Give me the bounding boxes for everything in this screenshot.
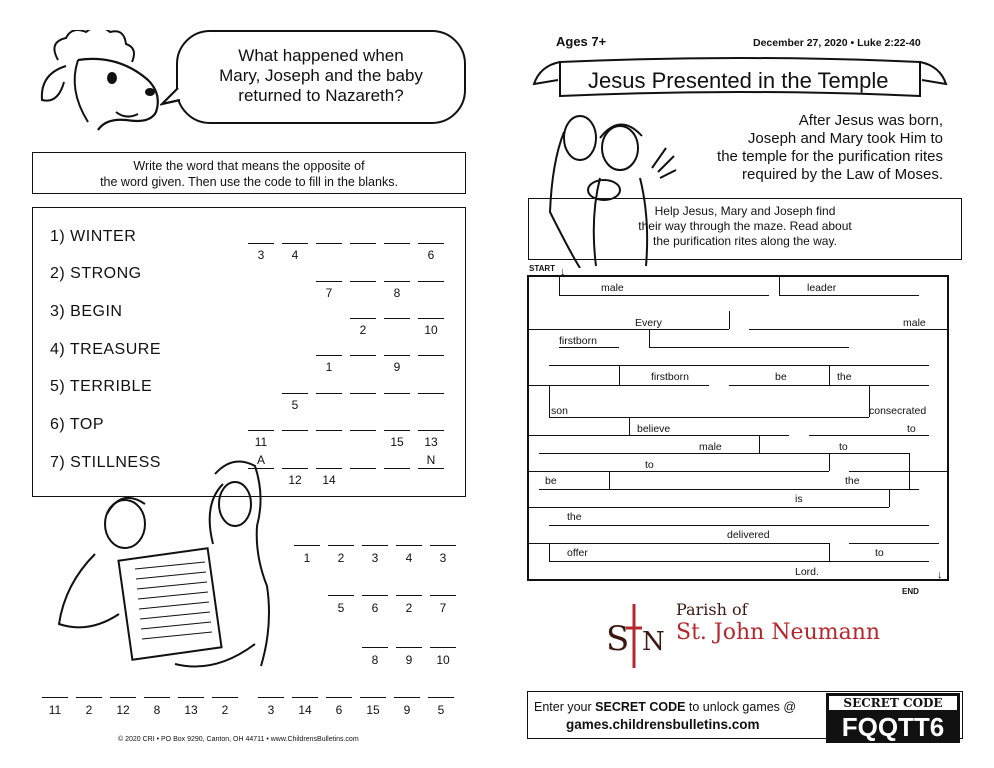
answer-blank[interactable] bbox=[362, 595, 388, 596]
maze-word: male bbox=[601, 282, 624, 294]
maze-word: be bbox=[545, 475, 557, 487]
copyright: © 2020 CRI • PO Box 9290, Canton, OH 44711 • www.ChildrensBulletins.com bbox=[118, 736, 359, 743]
answer-blank[interactable] bbox=[292, 697, 318, 698]
clue-1: 1) WINTER bbox=[50, 228, 137, 245]
blank[interactable] bbox=[282, 393, 308, 394]
answer-code: 13 bbox=[184, 703, 198, 717]
maze-word: son bbox=[551, 405, 568, 417]
answer-code: 9 bbox=[405, 653, 413, 667]
parish-logo bbox=[604, 598, 670, 678]
enter-line bbox=[534, 699, 796, 716]
blank[interactable] bbox=[418, 393, 444, 394]
blank[interactable] bbox=[418, 468, 444, 469]
code-number: 12 bbox=[288, 473, 302, 487]
lamb-illustration bbox=[38, 30, 173, 140]
blank[interactable] bbox=[350, 393, 376, 394]
answer-code: 5 bbox=[437, 703, 445, 717]
maze-word: male bbox=[699, 441, 722, 453]
enter-suffix: to unlock games @ bbox=[685, 700, 797, 714]
age-range: Ages 7+ bbox=[556, 34, 607, 49]
maze-word: offer bbox=[567, 547, 588, 559]
code-number: 2 bbox=[359, 323, 367, 337]
blank[interactable] bbox=[316, 243, 342, 244]
code-number: 3 bbox=[257, 248, 265, 262]
code-number: 5 bbox=[291, 398, 299, 412]
blank[interactable] bbox=[384, 318, 410, 319]
answer-code: 7 bbox=[439, 601, 447, 615]
maze-word: to bbox=[875, 547, 884, 559]
answer-code: 15 bbox=[366, 703, 380, 717]
answer-code: 5 bbox=[337, 601, 345, 615]
maze-word: firstborn bbox=[559, 335, 597, 347]
code-number: 6 bbox=[427, 248, 435, 262]
blank[interactable] bbox=[316, 468, 342, 469]
maze-word: to bbox=[839, 441, 848, 453]
code-number: 15 bbox=[390, 435, 404, 449]
clue-6: 6) TOP bbox=[50, 416, 104, 433]
blank[interactable] bbox=[316, 393, 342, 394]
question-bubble bbox=[176, 30, 466, 124]
blank[interactable] bbox=[282, 243, 308, 244]
answer-blank[interactable] bbox=[430, 647, 456, 648]
code-number: 9 bbox=[393, 360, 401, 374]
answer-blank[interactable] bbox=[396, 545, 422, 546]
blank[interactable] bbox=[282, 430, 308, 431]
answer-code: 3 bbox=[439, 551, 447, 565]
answer-code: 4 bbox=[405, 551, 413, 565]
blank[interactable] bbox=[316, 355, 342, 356]
enter-bold: SECRET CODE bbox=[595, 700, 686, 714]
answer-blank[interactable] bbox=[396, 647, 422, 648]
blank[interactable] bbox=[384, 393, 410, 394]
help-line-2: their way through the maze. Read about bbox=[638, 219, 852, 233]
answer-blank[interactable] bbox=[42, 697, 68, 698]
code-number: 7 bbox=[325, 286, 333, 300]
clue-7: 7) STILLNESS bbox=[50, 454, 161, 471]
instructions-line-2: the word given. Then use the code to fill in the blanks. bbox=[100, 175, 398, 189]
maze-word: leader bbox=[807, 282, 837, 294]
answer-code: 14 bbox=[298, 703, 312, 717]
blank[interactable] bbox=[418, 243, 444, 244]
maze-word: Lord. bbox=[795, 566, 819, 578]
answer-blank[interactable] bbox=[428, 697, 454, 698]
parish-name: St. John Neumann bbox=[676, 620, 881, 645]
maze-start-label: START bbox=[529, 264, 556, 273]
maze[interactable] bbox=[527, 275, 949, 581]
maze-word: to bbox=[645, 459, 654, 471]
answer-code: 2 bbox=[337, 551, 345, 565]
answer-code: 11 bbox=[48, 703, 62, 717]
maze-word: be bbox=[775, 371, 787, 383]
answer-code: 6 bbox=[335, 703, 343, 717]
story-text bbox=[650, 112, 943, 184]
code-number: 11 bbox=[254, 435, 268, 449]
boy-and-father-reading-illustration bbox=[55, 444, 280, 684]
question-line-3: returned to Nazareth? bbox=[238, 86, 404, 105]
answer-code: 3 bbox=[267, 703, 275, 717]
blank[interactable] bbox=[282, 468, 308, 469]
maze-word: is bbox=[795, 493, 803, 505]
story-line-2: Joseph and Mary took Him to bbox=[747, 130, 943, 147]
story-line-4: required by the Law of Moses. bbox=[742, 166, 943, 183]
answer-code: 6 bbox=[371, 601, 379, 615]
blank[interactable] bbox=[316, 281, 342, 282]
answer-blank[interactable] bbox=[212, 697, 238, 698]
clue-4: 4) TREASURE bbox=[50, 341, 162, 358]
blank[interactable] bbox=[350, 468, 376, 469]
help-line-3: the purification rites along the way. bbox=[653, 234, 837, 248]
maze-instructions bbox=[528, 198, 962, 260]
story-line-3: the temple for the purification rites bbox=[717, 148, 943, 165]
answer-blank[interactable] bbox=[430, 595, 456, 596]
blank[interactable] bbox=[384, 355, 410, 356]
blank[interactable] bbox=[248, 243, 274, 244]
code-number: 1 bbox=[325, 360, 333, 374]
blank[interactable] bbox=[384, 430, 410, 431]
code-number: 13 bbox=[424, 435, 438, 449]
answer-blank[interactable] bbox=[328, 595, 354, 596]
answer-code: 12 bbox=[116, 703, 130, 717]
start-arrow-icon: ↓ bbox=[560, 266, 566, 278]
blank[interactable] bbox=[350, 430, 376, 431]
answer-blank[interactable] bbox=[258, 697, 284, 698]
instructions-box bbox=[32, 152, 466, 194]
code-number: 14 bbox=[322, 473, 336, 487]
answer-code: 2 bbox=[221, 703, 229, 717]
blank[interactable] bbox=[418, 430, 444, 431]
answer-blank[interactable] bbox=[144, 697, 170, 698]
end-arrow-icon: ↓ bbox=[937, 569, 943, 581]
maze-end-label: END bbox=[902, 587, 919, 596]
answer-blank[interactable] bbox=[110, 697, 136, 698]
code-number: 8 bbox=[393, 286, 401, 300]
blank[interactable] bbox=[350, 318, 376, 319]
answer-code: 3 bbox=[371, 551, 379, 565]
blank[interactable] bbox=[350, 281, 376, 282]
maze-word: believe bbox=[637, 423, 671, 435]
blank[interactable] bbox=[350, 355, 376, 356]
blank[interactable] bbox=[384, 468, 410, 469]
blank[interactable] bbox=[418, 318, 444, 319]
blank[interactable] bbox=[384, 243, 410, 244]
clue-3: 3) BEGIN bbox=[50, 303, 123, 320]
maze-word: the bbox=[837, 371, 852, 383]
page-title: Jesus Presented in the Temple bbox=[588, 68, 889, 93]
given-letter: N bbox=[426, 453, 436, 467]
blank[interactable] bbox=[248, 430, 274, 431]
story-line-1: After Jesus was born, bbox=[798, 112, 943, 129]
logo-s-letter: S bbox=[606, 619, 630, 659]
enter-prefix: Enter your bbox=[534, 700, 596, 714]
answer-blank[interactable] bbox=[328, 545, 354, 546]
answer-blank[interactable] bbox=[396, 595, 422, 596]
question-line-1: What happened when bbox=[238, 46, 404, 65]
code-number: 10 bbox=[424, 323, 438, 337]
maze-word: the bbox=[567, 511, 582, 523]
answer-code: 2 bbox=[85, 703, 93, 717]
maze-word: firstborn bbox=[651, 371, 689, 383]
parish-label: Parish of bbox=[676, 600, 748, 619]
maze-word: the bbox=[845, 475, 860, 487]
answer-code: 8 bbox=[371, 653, 379, 667]
answer-code: 10 bbox=[436, 653, 450, 667]
answer-blank[interactable] bbox=[326, 697, 352, 698]
clue-5: 5) TERRIBLE bbox=[50, 378, 153, 395]
instructions-line-1: Write the word that means the opposite of bbox=[133, 159, 365, 173]
answer-blank[interactable] bbox=[430, 545, 456, 546]
help-line-1: Help Jesus, Mary and Joseph find bbox=[654, 204, 836, 218]
answer-blank[interactable] bbox=[362, 647, 388, 648]
question-line-2: Mary, Joseph and the baby bbox=[219, 66, 423, 85]
blank[interactable] bbox=[418, 355, 444, 356]
answer-code: 2 bbox=[405, 601, 413, 615]
secret-code-badge bbox=[826, 693, 960, 743]
blank[interactable] bbox=[316, 430, 342, 431]
blank[interactable] bbox=[384, 281, 410, 282]
answer-code: 1 bbox=[303, 551, 311, 565]
maze-word: Every bbox=[635, 317, 662, 329]
logo-n-letter: N bbox=[642, 627, 665, 657]
games-link[interactable]: games.childrensbulletins.com bbox=[566, 717, 760, 732]
maze-word: male bbox=[903, 317, 926, 329]
answer-blank[interactable] bbox=[394, 697, 420, 698]
code-number: 4 bbox=[291, 248, 299, 262]
clue-2: 2) STRONG bbox=[50, 265, 142, 282]
answer-blank[interactable] bbox=[76, 697, 102, 698]
secret-code-value: FQQTT6 bbox=[841, 712, 945, 742]
answer-blank[interactable] bbox=[178, 697, 204, 698]
maze-word: delivered bbox=[727, 529, 770, 541]
secret-code-label: SECRET CODE bbox=[828, 695, 958, 711]
bubble-tail bbox=[160, 86, 184, 108]
answer-blank[interactable] bbox=[362, 545, 388, 546]
maze-word: consecrated bbox=[869, 405, 927, 417]
given-letter: A bbox=[256, 453, 265, 467]
answer-blank[interactable] bbox=[360, 697, 386, 698]
date-reference: December 27, 2020 • Luke 2:22-40 bbox=[753, 37, 921, 49]
blank[interactable] bbox=[350, 243, 376, 244]
answer-blank[interactable] bbox=[294, 545, 320, 546]
answer-code: 8 bbox=[153, 703, 161, 717]
answer-code: 9 bbox=[403, 703, 411, 717]
blank[interactable] bbox=[418, 281, 444, 282]
maze-word: to bbox=[907, 423, 916, 435]
